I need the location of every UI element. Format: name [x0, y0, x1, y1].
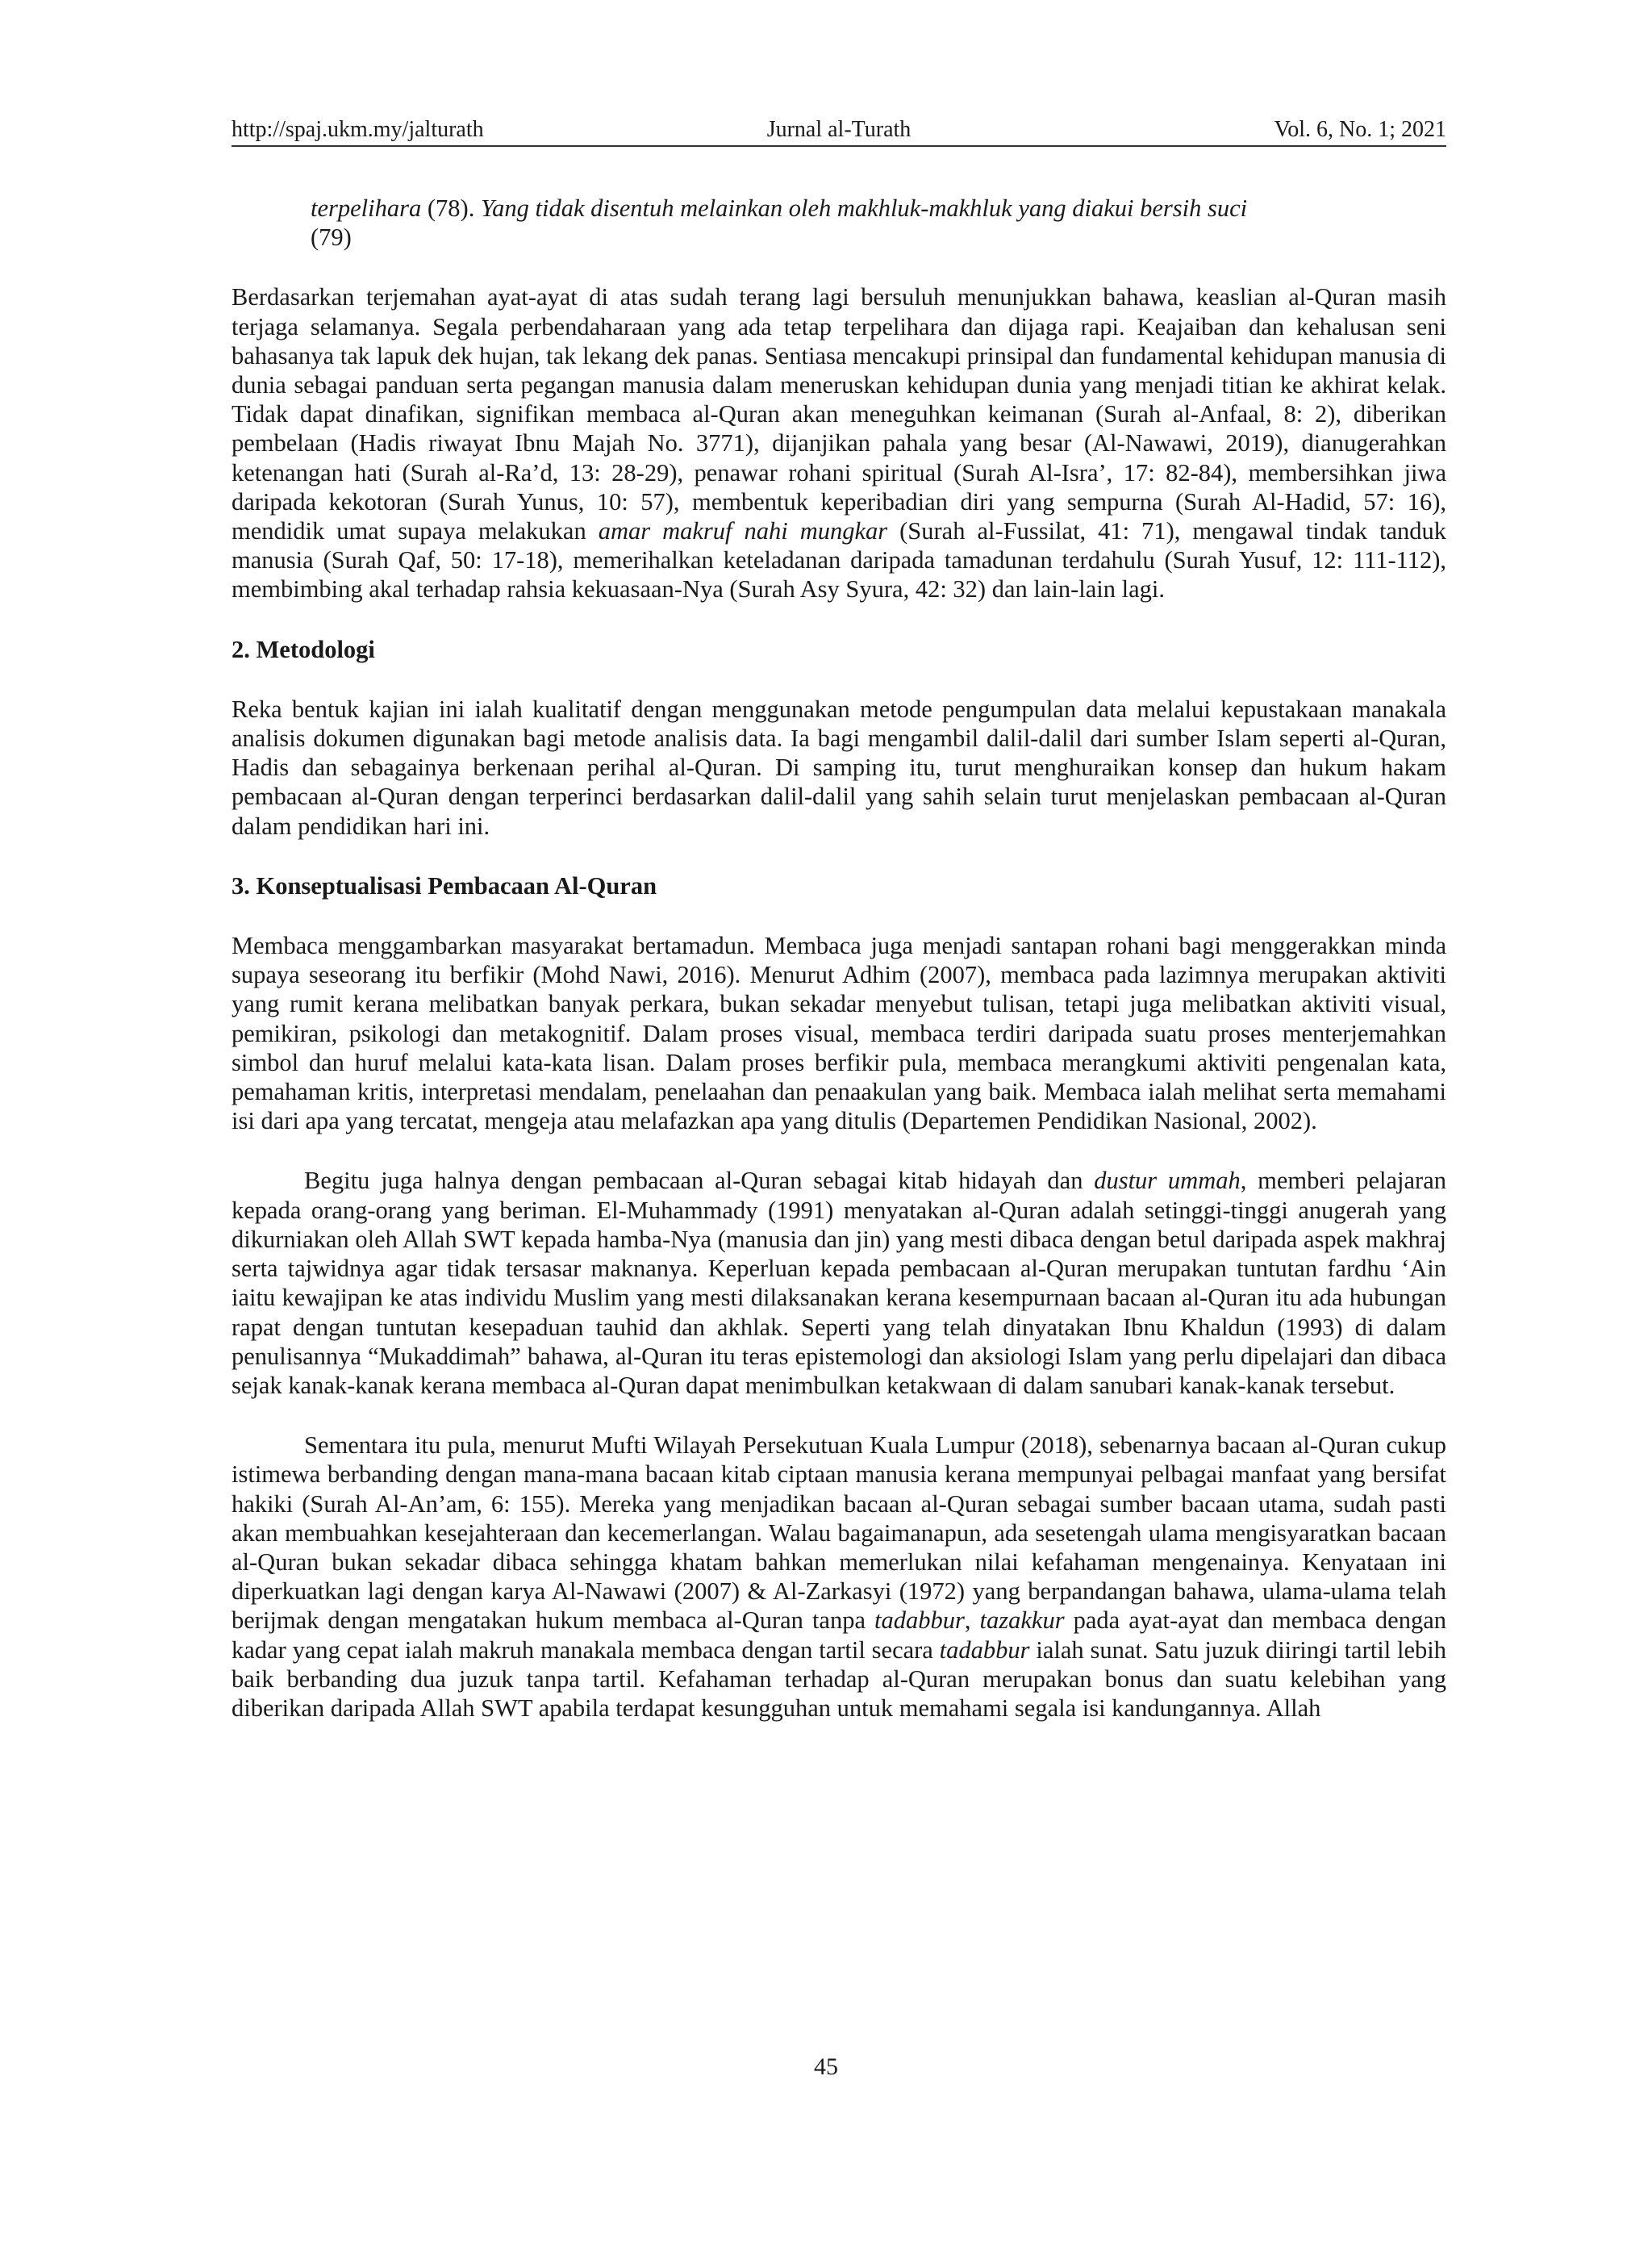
p5-text-b: ialah sunat. Satu juzuk diiringi tartil lebih baik berbanding dua juzuk tanpa tartil. Kefahaman terhadap al-Quran merupakan bonus dan suatu kelebihan yang diberikan daripada Allah SWT apabila terdapat kesungguhan untuk memahami segala isi kandungannya. Allah	[232, 1635, 1446, 1722]
p1-text-a: Berdasarkan terjemahan ayat-ayat di atas sudah terang lagi bersuluh menunjukkan bahawa, keaslian al-Quran masih terjaga selamanya. Segala perbendaharaan yang ada tetap terpelihara dan dijaga rapi. Keajaiban dan kehalusan seni bahasanya tak lapuk dek hujan, tak lekang dek panas. Sentiasa mencakupi prinsipal dan fundamental kehidupan manusia di dunia sebagai panduan serta pegangan manusia dalam meneruskan kehidupan dunia yang menjadi titian ke akhirat kelak. Tidak dapat dinafikan, signifikan membaca al-Quran akan meneguhkan keimanan (Surah al-Anfaal, 8: 2), diberikan pembelaan (Hadis riwayat Ibnu Majah No. 3771), dijanjikan pahala yang besar (Al-Nawawi, 2019), dianugerahkan ketenangan hati (Surah al-Ra’d, 13: 28-29), penawar rohani spiritual (Surah Al-Isra’, 17: 82-84), membersihkan jiwa daripada kekotoran (Surah Yunus, 10: 57), membentuk keperibadian diri yang sempurna (Surah Al-Hadid, 57: 16), mendidik umat supaya melakukan	[232, 283, 1446, 545]
header-volume: Vol. 6, No. 1; 2021	[1274, 117, 1446, 142]
p1-italic: amar makruf nahi mungkar	[598, 517, 888, 545]
running-header	[232, 113, 1446, 147]
quote-text-2: (79)	[311, 223, 352, 252]
paragraph-4	[232, 1166, 1446, 1400]
header-url[interactable]: http://spaj.ukm.my/jalturath	[232, 117, 484, 142]
quote-italic-2: Yang tidak disentuh melainkan oleh makhluk-makhluk yang diakui bersih suci	[480, 194, 1248, 222]
p5-text-t2: pada ayat-ayat dan membaca dengan kadar yang cepat ialah makruh manakala membaca dengan tartil secara	[232, 1606, 1446, 1664]
p1-text-b: (Surah al-Fussilat, 41: 71), mengawal tindak tanduk manusia (Surah Qaf, 50: 17-18), memerihalkan keteladanan daripada tamadunan terdahulu (Surah Yusuf, 12: 111-112), membimbing akal terhadap rahsia kekuasaan-Nya (Surah Asy Syura, 42: 32) dan lain-lain lagi.	[232, 517, 1446, 604]
p5-italic-3: tadabbur	[939, 1635, 1030, 1664]
paragraph-5	[232, 1431, 1446, 1723]
section-heading-konseptualisasi: 3. Konseptualisasi Pembacaan Al-Quran	[232, 871, 657, 900]
paragraph-1	[232, 282, 1446, 604]
header-rule	[232, 145, 1446, 147]
quote-text-1: (78).	[421, 194, 481, 222]
quote-italic-1: terpelihara	[311, 194, 422, 222]
p4-text-a: Begitu juga halnya dengan pembacaan al-Quran sebagai kitab hidayah dan	[304, 1167, 1095, 1195]
page-number: 45	[814, 2053, 838, 2080]
article-body	[232, 194, 1446, 1723]
quran-verse-quote	[311, 194, 1367, 252]
p5-italic-1: tadabbur	[874, 1606, 965, 1635]
p5-text-a: Sementara itu pula, menurut Mufti Wilayah Persekutuan Kuala Lumpur (2018), sebenarnya bacaan al-Quran cukup istimewa berbanding dengan mana-mana bacaan kitab ciptaan manusia kerana mempunyai pelbagai manfaat yang bersifat hakiki (Surah Al-An’am, 6: 155). Mereka yang menjadikan bacaan al-Quran sebagai sumber bacaan utama, sudah pasti akan membuahkan kesejahteraan dan kecemerlangan. Walau bagaimanapun, ada sesetengah ulama mengisyaratkan bacaan al-Quran bukan sekadar dibaca sehingga khatam bahkan memerlukan nilai kefahaman mengenainya. Kenyataan ini diperkuatkan lagi dengan karya Al-Nawawi (2007) & Al-Zarkasyi (1972) yang berpandangan bahawa, ulama-ulama telah berijmak dengan mengatakan hukum membaca al-Quran tanpa	[232, 1431, 1446, 1635]
paragraph-2: Reka bentuk kajian ini ialah kualitatif dengan menggunakan metode pengumpulan data melalui kepustakaan manakala analisis dokumen digunakan bagi metode analisis data. Ia bagi mengambil dalil-dalil dari sumber Islam seperti al-Quran, Hadis dan sebagainya berkenaan perihal al-Quran. Di samping itu, turut menghuraikan konsep dan hukum hakam pembacaan al-Quran dengan terperinci berdasarkan dalil-dalil yang sahih selain turut menjelaskan pembacaan al-Quran dalam pendidikan hari ini.	[232, 695, 1446, 840]
p5-italic-2: tazakkur	[979, 1606, 1065, 1635]
p4-text-b: , memberi pelajaran kepada orang-orang yang beriman. El-Muhammady (1991) menyatakan al-Quran adalah setinggi-tinggi anugerah yang dikurniakan oleh Allah SWT kepada hamba-Nya (manusia dan jin) yang mesti dibaca dengan betul daripada aspek makhraj serta tajwidnya agar tidak tersasar maknanya. Keperluan kepada pembacaan al-Quran merupakan tuntutan fardhu ‘Ain iaitu kewajipan ke atas individu Muslim yang mesti dilaksanakan kerana kesempurnaan bacaan al-Quran itu ada hubungan rapat dengan tuntutan kesepaduan tauhid dan akhlak. Seperti yang telah dinyatakan Ibnu Khaldun (1993) di dalam penulisannya “Mukaddimah” bahawa, al-Quran itu teras epistemologi dan aksiologi Islam yang perlu dipelajari dan dibaca sejak kanak-kanak kerana membaca al-Quran dapat menimbulkan ketakwaan di dalam sanubari kanak-kanak tersebut.	[232, 1167, 1446, 1399]
paragraph-3: Membaca menggambarkan masyarakat bertamadun. Membaca juga menjadi santapan rohani bagi menggerakkan minda supaya seseorang itu berfikir (Mohd Nawi, 2016). Menurut Adhim (2007), membaca pada lazimnya merupakan aktiviti yang rumit kerana melibatkan banyak perkara, bukan sekadar menyebut tulisan, tetapi juga melibatkan aktiviti visual, pemikiran, psikologi dan metakognitif. Dalam proses visual, membaca terdiri daripada suatu proses menterjemahkan simbol dan huruf melalui kata-kata lisan. Dalam proses berfikir pula, membaca merangkumi aktiviti pengenalan kata, pemahaman kritis, interpretasi mendalam, penelaahan dan penaakulan yang baik. Membaca ialah melihat serta memahami isi dari apa yang tercatat, mengeja atau melafazkan apa yang ditulis (Departemen Pendidikan Nasional, 2002).	[232, 932, 1446, 1135]
header-journal-name: Jurnal al-Turath	[766, 117, 912, 142]
section-heading-metodologi: 2. Metodologi	[232, 635, 375, 663]
p4-italic: dustur ummah	[1094, 1167, 1241, 1195]
p5-text-t1: ,	[964, 1606, 980, 1635]
